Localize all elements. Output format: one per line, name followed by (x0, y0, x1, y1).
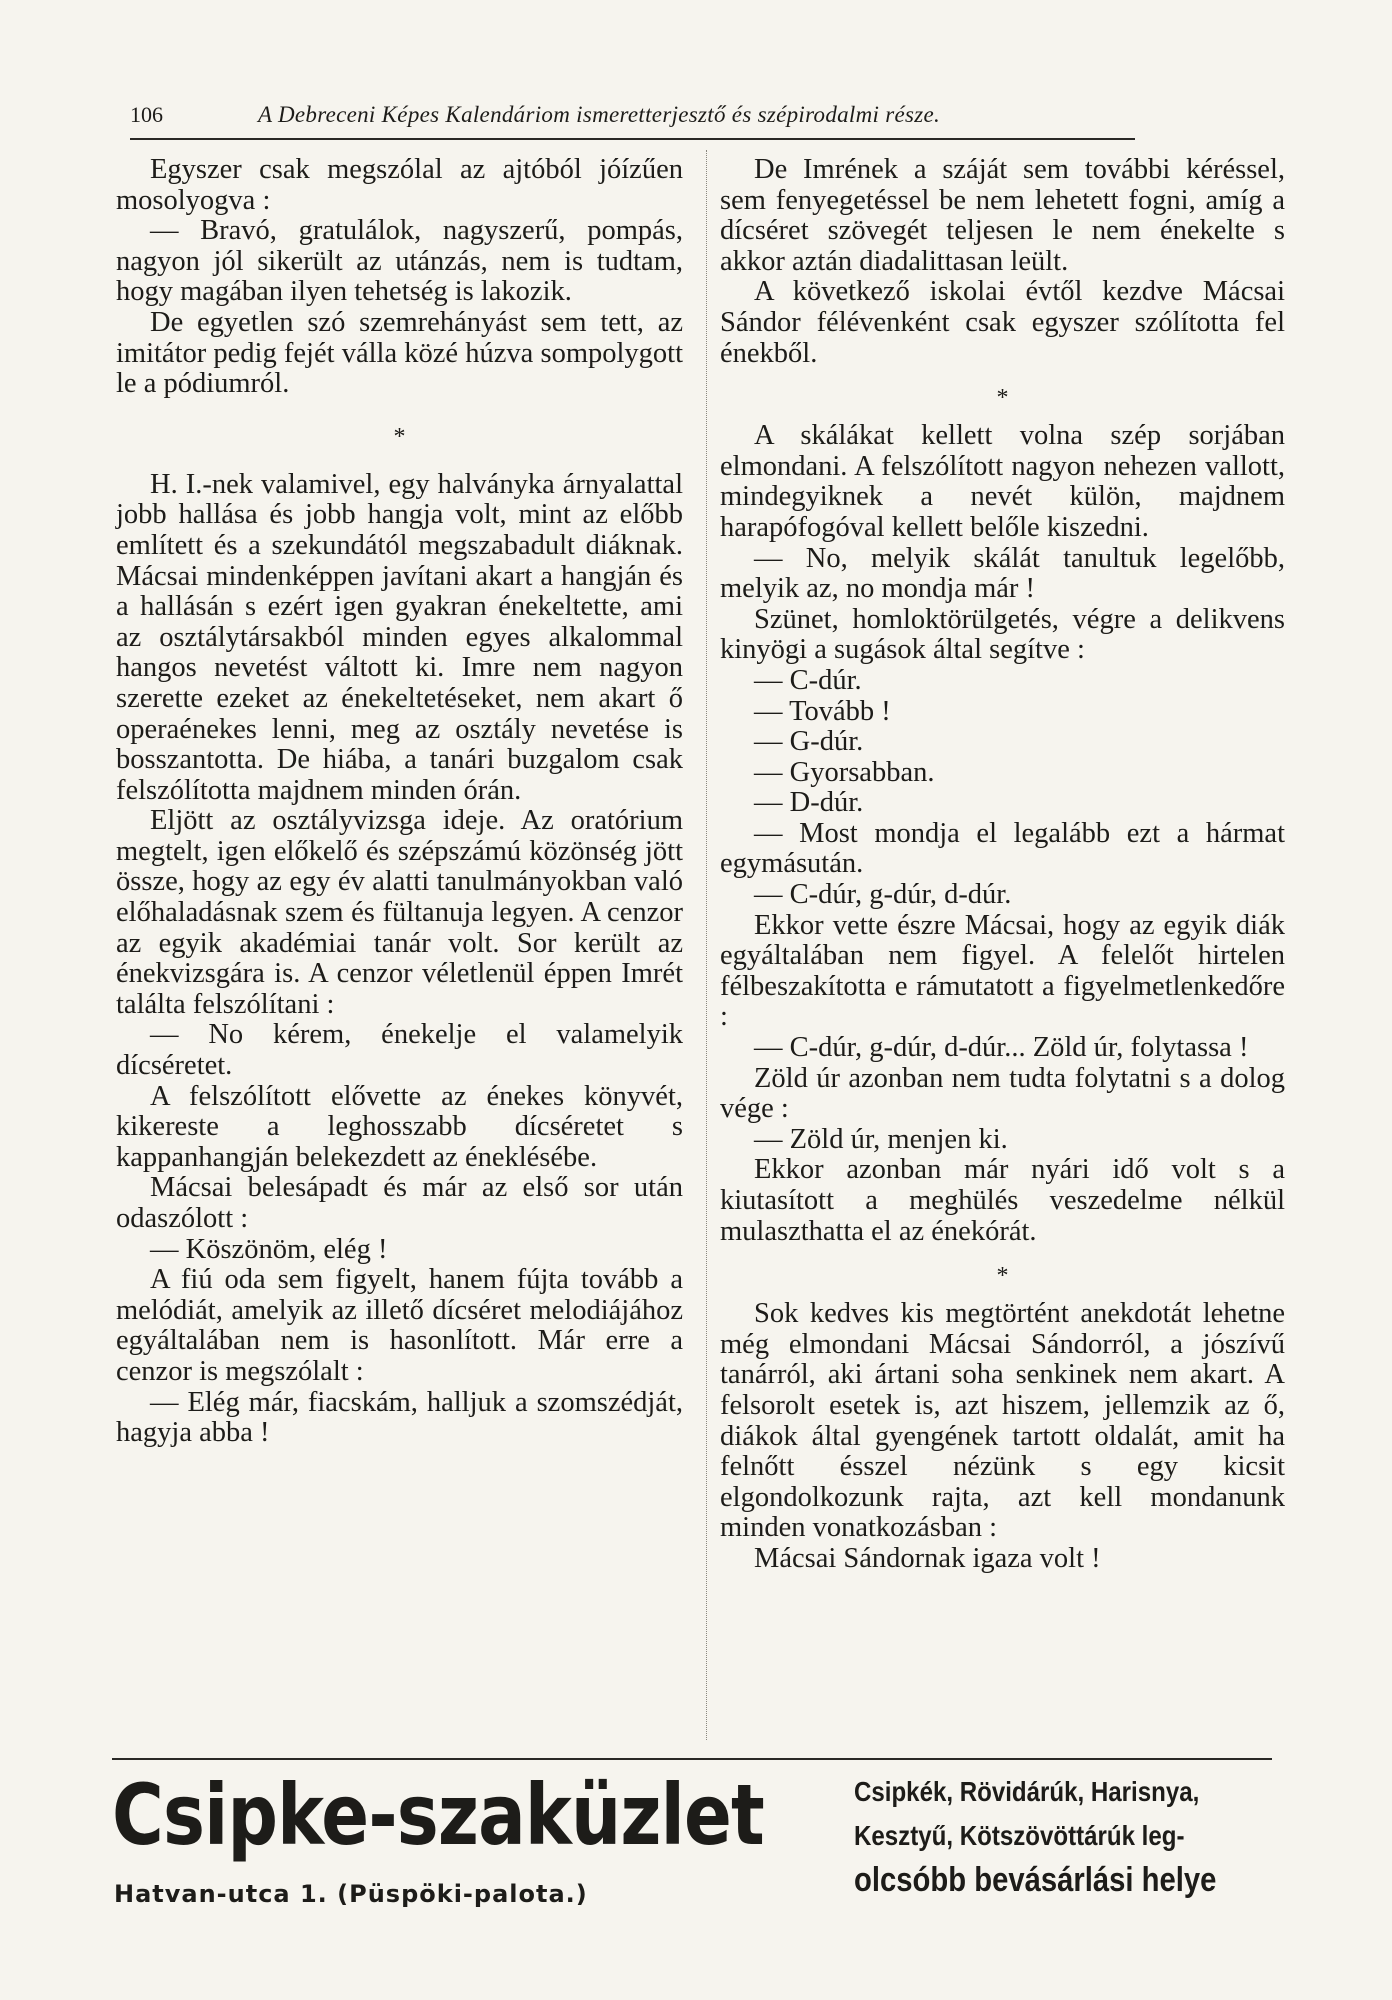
paragraph: Zöld úr azonban nem tudta folytatni s a dolog vége : (720, 1062, 1285, 1125)
paragraph: A fiú oda sem figyelt, hanem fújta tovább a melódiát, amelyik az illető dícséret melodiájához egyáltalában nem is hasonlított. Már erre a cenzor is megszólalt : (116, 1264, 683, 1387)
page-number: 106 (130, 102, 163, 127)
paragraph: — No kérem, énekelje el valamelyik dícséretet. (116, 1019, 683, 1082)
paragraph: — Zöld úr, menjen ki. (754, 1123, 1008, 1155)
paragraph: Eljött az osztályvizsga ideje. Az oratórium megtelt, igen előkelő és szépszámú közönség jött össze, hogy az egy év alatti tanulmányokban való előhaladásnak szem és fültanuja legyen. A cenzor az egyik akadémiai tanár volt. Sor került az énekvizsgára is. A cenzor véletlenül éppen Imrét találta felszólítani : (116, 805, 683, 1020)
paragraph: — Köszönöm, elég ! (150, 1233, 388, 1265)
paragraph: Szünet, homloktörülgetés, végre a delikvens kinyögi a sugások által segítve : (720, 603, 1285, 666)
section-separator: * (393, 423, 406, 450)
page-header (130, 102, 1135, 140)
paragraph: — C-dúr. (754, 664, 862, 696)
paragraph: — Tovább ! (754, 695, 891, 727)
paragraph: — Bravó, gratulálok, nagyszerű, pompás, nagyon jól sikerült az utánzás, nem is tudtam, hogy magában ilyen tehetség is lakozik. (116, 215, 683, 308)
ad-description (854, 1770, 1215, 1902)
paragraph: A felszólított elővette az énekes könyvét, kikereste a leghosszabb dícséretet s kappanhangján belekezdett az éneklésébe. (116, 1080, 683, 1173)
column-divider (706, 150, 707, 1740)
paragraph: — Elég már, fiacskám, halljuk a szomszédját, hagyja abba ! (116, 1386, 683, 1449)
section-separator: * (996, 1263, 1009, 1290)
advertisement (112, 1758, 1272, 1940)
ad-line-2: Kesztyű, Kötszövöttárúk leg- (854, 1820, 1185, 1851)
paragraph: A skálákat kellett volna szép sorjában elmondani. A felszólított nagyon nehezen vallott, mindegyiknek a nevét külön, majdnem harapófogóval kellett belőle kiszedni. (720, 420, 1285, 543)
ad-line-1: Csipkék, Rövidárúk, Harisnya, (854, 1776, 1200, 1807)
ad-address: Hatvan-utca 1. (Püspöki-palota.) (114, 1880, 588, 1908)
paragraph: H. I.-nek valamivel, egy halványka árnyalattal jobb hallása és jobb hangja volt, mint az előbb említett és a szekundától megszabadult diáknak. Mácsai mindenképpen javítani akart a hangján és a hallásán s ezért igen gyakran énekeltette, ami az osztálytársakból minden egyes alkalommal hangos nevetést váltott ki. Imre nem nagyon szerette ezeket az énekeltetéseket, nem akart ő operaénekes lenni, meg az osztály nevetése is bosszantotta. De hiába, a tanári buzgalom csak felszólította majdnem minden órán. (116, 468, 683, 806)
paragraph: — Most mondja el legalább ezt a hármat egymásután. (720, 817, 1285, 880)
paragraph: — No, melyik skálát tanultuk legelőbb, melyik az, no mondja már ! (720, 542, 1285, 605)
ad-line-3: olcsóbb bevásárlási helye (854, 1861, 1217, 1899)
paragraph: Sok kedves kis megtörtént anekdotát lehetne még elmondani Mácsai Sándorról, a jószívű tanárról, aki ártani soha senkinek nem akart. A felsorolt esetek is, azt hiszem, jellemzik az ő, diákok által gyengének tartott oldalát, amit ha felnőtt ésszel nézünk s egy kicsit elgondolkozunk rajta, azt kell mondanunk minden vonatkozásban : (720, 1298, 1285, 1544)
left-column (116, 155, 683, 1449)
paragraph: Ekkor vette észre Mácsai, hogy az egyik diák egyáltalában nem figyel. A felelőt hirtelen félbeszakította e rámutatott a figyelmetlenkedőre : (720, 909, 1285, 1033)
paragraph: — G-dúr. (754, 726, 864, 758)
running-title: A Debreceni Képes Kalendáriom ismeretterjesztő és szépirodalmi része. (258, 102, 941, 127)
right-column (720, 155, 1285, 1575)
section-separator: * (996, 385, 1009, 412)
paragraph: Ekkor azonban már nyári idő volt s a kiutasított a meghülés veszedelme nélkül mulaszthatta el az énekórát. (720, 1154, 1285, 1247)
paragraph: — Gyorsabban. (754, 756, 935, 788)
paragraph: A következő iskolai évtől kezdve Mácsai Sándor félévenként csak egyszer szólította fel énekből. (720, 276, 1285, 369)
paragraph: — C-dúr, g-dúr, d-dúr. (754, 879, 1012, 911)
paragraph: — C-dúr, g-dúr, d-dúr... Zöld úr, folytassa ! (754, 1032, 1249, 1064)
ad-shop-name: Csipke-szaküzlet (112, 1766, 764, 1864)
paragraph: Egyszer csak megszólal az ajtóból jóízűen mosolyogva : (116, 154, 683, 216)
paragraph: — D-dúr. (754, 787, 864, 819)
paragraph: De egyetlen szó szemrehányást sem tett, az imitátor pedig fejét válla közé húzva sompolygott le a pódiumról. (116, 306, 683, 400)
paragraph: Mácsai Sándornak igaza volt ! (754, 1542, 1101, 1574)
paragraph: De Imrének a száját sem további kéréssel, sem fenyegetéssel be nem lehetett fogni, amíg a dícséret szövegét teljesen le nem énekelte s akkor aztán diadalittasan leült. (720, 154, 1285, 277)
paragraph: Mácsai belesápadt és már az első sor után odaszólott : (116, 1172, 683, 1234)
